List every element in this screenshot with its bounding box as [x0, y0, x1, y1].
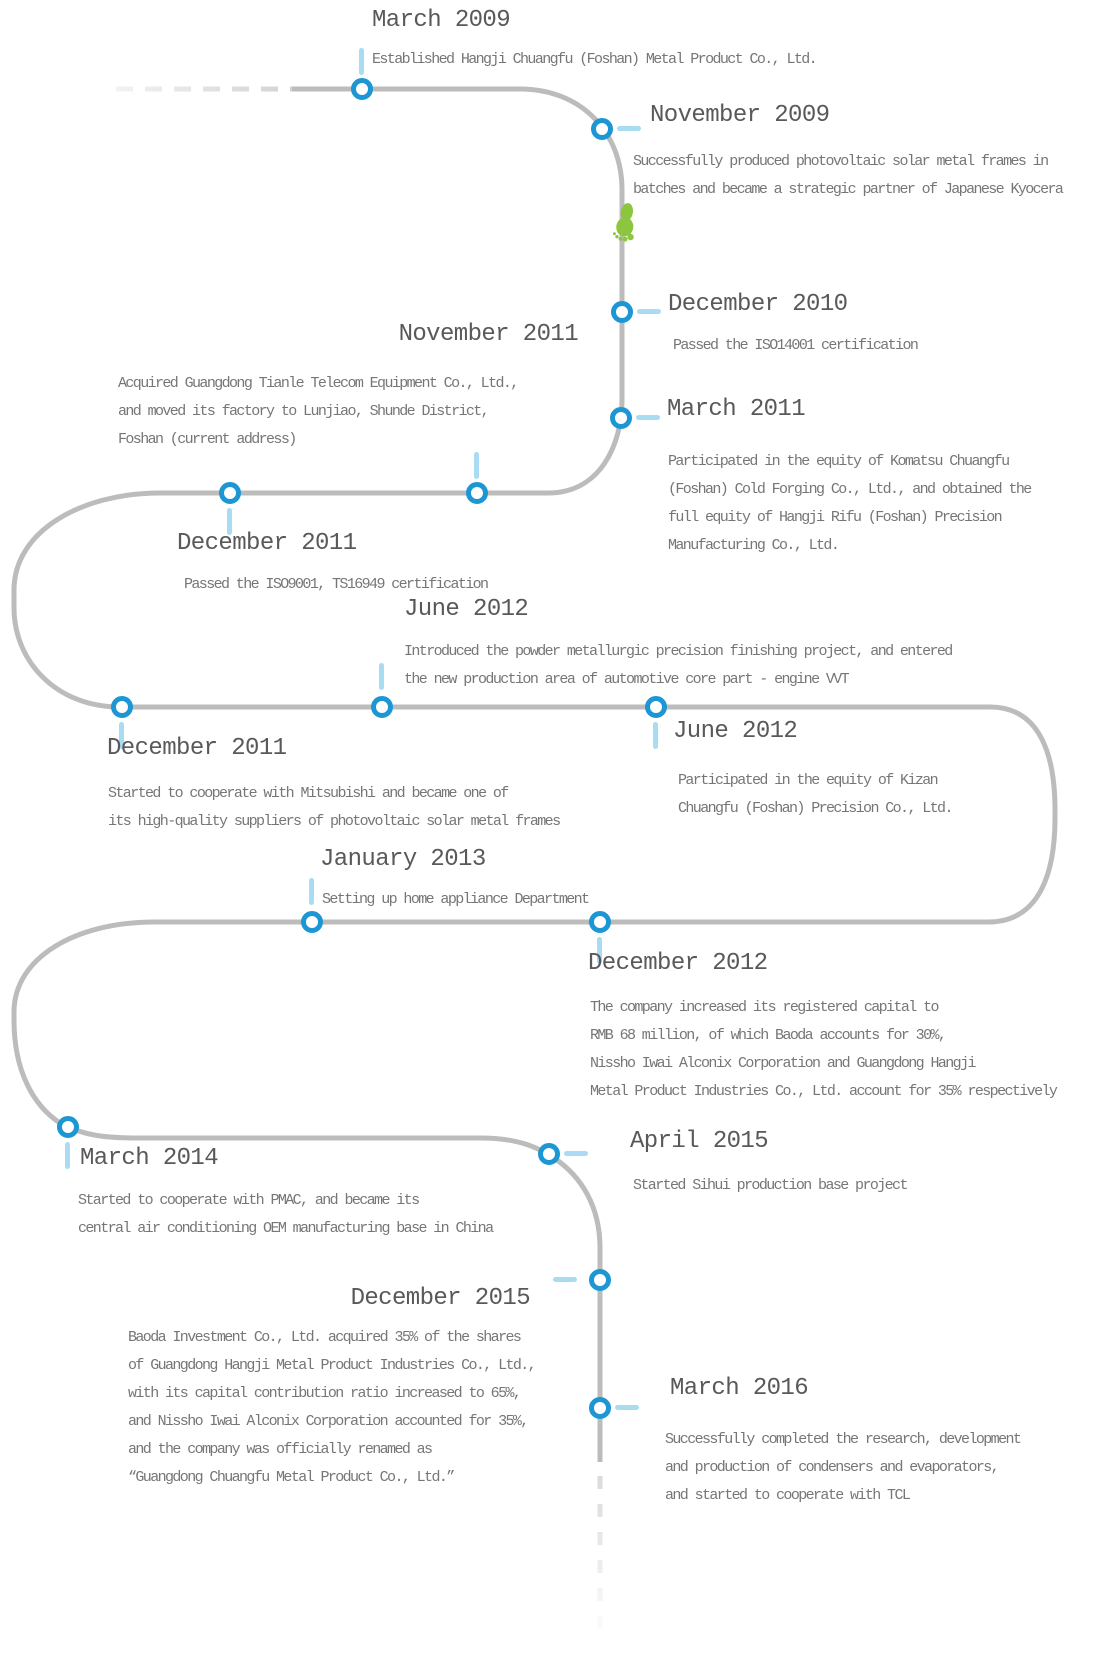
- milestone-desc-line: Successfully produced photovoltaic solar metal frames in: [633, 153, 1048, 170]
- milestone-marker: [351, 78, 373, 100]
- milestone-tick: [636, 415, 660, 420]
- milestone-desc-line: and the company was officially renamed as: [128, 1441, 432, 1458]
- milestone-tick: [65, 1142, 70, 1169]
- milestone-desc: [108, 780, 560, 836]
- milestone-desc-line: Started to cooperate with Mitsubishi and became one of: [108, 785, 508, 802]
- milestone-desc-line: Chuangfu (Foshan) Precision Co., Ltd.: [678, 800, 952, 817]
- milestone-desc-line: The company increased its registered capital to: [590, 999, 938, 1016]
- milestone-desc: [665, 1426, 1020, 1510]
- milestone-desc-line: batches and became a strategic partner of Japanese Kyocera: [633, 181, 1063, 198]
- milestone-desc: [404, 638, 952, 694]
- milestone-tick: [474, 452, 479, 479]
- milestone-desc-line: with its capital contribution ratio increased to 65%,: [128, 1385, 521, 1402]
- milestone-desc-line: full equity of Hangji Rifu (Foshan) Precision: [668, 509, 1002, 526]
- milestone-marker: [589, 911, 611, 933]
- milestone-desc-line: Passed the ISO9001, TS16949 certification: [184, 576, 488, 593]
- milestone-desc-line: the new production area of automotive core part - engine VVT: [404, 671, 849, 688]
- milestone-marker: [611, 301, 633, 323]
- milestone-date: November 2009: [650, 102, 830, 129]
- milestone-desc-line: and started to cooperate with TCL: [665, 1487, 910, 1504]
- milestone-date: April 2015: [630, 1128, 769, 1155]
- footprint-icon: [612, 201, 640, 243]
- milestone-marker: [371, 696, 393, 718]
- milestone-tick: [617, 126, 641, 131]
- milestone-desc-line: of Guangdong Hangji Metal Product Industries Co., Ltd.,: [128, 1357, 536, 1374]
- milestone-desc: [633, 148, 1062, 204]
- milestone-date: March 2009: [372, 7, 511, 34]
- milestone-date: November 2011: [398, 321, 578, 348]
- milestone-marker: [111, 696, 133, 718]
- milestone-desc: [128, 1324, 535, 1492]
- milestone-desc-line: Participated in the equity of Kizan: [678, 772, 938, 789]
- milestone-desc-line: Started to cooperate with PMAC, and became its: [78, 1192, 419, 1209]
- milestone-desc-line: Foshan (current address): [118, 431, 296, 448]
- milestone-date: December 2011: [107, 735, 287, 762]
- milestone-desc: [673, 332, 917, 360]
- milestone-marker: [57, 1116, 79, 1138]
- milestone-desc-line: Baoda Investment Co., Ltd. acquired 35% of the shares: [128, 1329, 521, 1346]
- milestone-date: March 2016: [670, 1375, 809, 1402]
- milestone-desc-line: Introduced the powder metallurgic precision finishing project, and entered: [404, 643, 952, 660]
- milestone-desc-line: Participated in the equity of Komatsu Chuangfu: [668, 453, 1009, 470]
- milestone-desc-line: and moved its factory to Lunjiao, Shunde District,: [118, 403, 489, 420]
- milestone-desc-line: Setting up home appliance Department: [322, 891, 589, 908]
- milestone-desc-line: Manufacturing Co., Ltd.: [668, 537, 839, 554]
- milestone-marker: [589, 1269, 611, 1291]
- milestone-desc: [322, 886, 588, 914]
- milestone-desc-line: and Nissho Iwai Alconix Corporation accounted for 35%,: [128, 1413, 528, 1430]
- milestone-tick: [309, 878, 314, 905]
- milestone-date: December 2010: [668, 291, 848, 318]
- milestone-marker: [219, 482, 241, 504]
- milestone-desc-line: RMB 68 million, of which Baoda accounts for 30%,: [590, 1027, 946, 1044]
- milestone-desc-line: central air conditioning OEM manufacturing base in China: [78, 1220, 493, 1237]
- milestone-date: March 2014: [80, 1145, 219, 1172]
- milestone-desc-line: (Foshan) Cold Forging Co., Ltd., and obtained the: [668, 481, 1031, 498]
- milestone-date: December 2015: [350, 1285, 530, 1312]
- milestone-desc-line: its high-quality suppliers of photovoltaic solar metal frames: [108, 813, 560, 830]
- milestone-tick: [553, 1277, 577, 1282]
- milestone-desc-line: Established Hangji Chuangfu (Foshan) Metal Product Co., Ltd.: [372, 51, 817, 68]
- milestone-marker: [591, 118, 613, 140]
- milestone-marker: [538, 1143, 560, 1165]
- milestone-marker: [301, 911, 323, 933]
- milestone-date: December 2011: [177, 530, 357, 557]
- milestone-date: January 2013: [320, 846, 486, 873]
- milestone-marker: [645, 696, 667, 718]
- milestone-tick: [653, 722, 658, 749]
- milestone-date: December 2012: [588, 950, 768, 977]
- milestone-desc-line: Metal Product Industries Co., Ltd. account for 35% respectively: [590, 1083, 1057, 1100]
- milestone-tick: [379, 663, 384, 690]
- milestone-marker: [589, 1397, 611, 1419]
- milestone-tick: [615, 1405, 639, 1410]
- milestone-marker: [610, 407, 632, 429]
- milestone-desc: [678, 767, 952, 823]
- milestone-desc: [633, 1172, 907, 1200]
- milestone-desc-line: Started Sihui production base project: [633, 1177, 907, 1194]
- milestone-desc-line: Nissho Iwai Alconix Corporation and Guangdong Hangji: [590, 1055, 975, 1072]
- milestone-tick: [637, 309, 661, 314]
- milestone-desc: [372, 46, 816, 74]
- milestone-marker: [466, 482, 488, 504]
- milestone-desc-line: Acquired Guangdong Tianle Telecom Equipment Co., Ltd.,: [118, 375, 518, 392]
- milestone-tick: [359, 48, 364, 75]
- milestone-date: June 2012: [673, 718, 798, 745]
- milestone-desc: [590, 994, 1056, 1106]
- milestone-tick: [564, 1151, 588, 1156]
- milestone-desc-line: “Guangdong Chuangfu Metal Product Co., Ltd.”: [128, 1469, 454, 1486]
- milestone-desc: [78, 1187, 492, 1243]
- milestone-date: March 2011: [667, 396, 806, 423]
- milestone-desc: [118, 370, 518, 454]
- milestone-desc: [668, 448, 1031, 560]
- milestone-desc-line: Passed the ISO14001 certification: [673, 337, 918, 354]
- milestone-date: June 2012: [404, 596, 529, 623]
- milestone-desc-line: and production of condensers and evaporators,: [665, 1459, 999, 1476]
- milestone-desc-line: Successfully completed the research, development: [665, 1431, 1021, 1448]
